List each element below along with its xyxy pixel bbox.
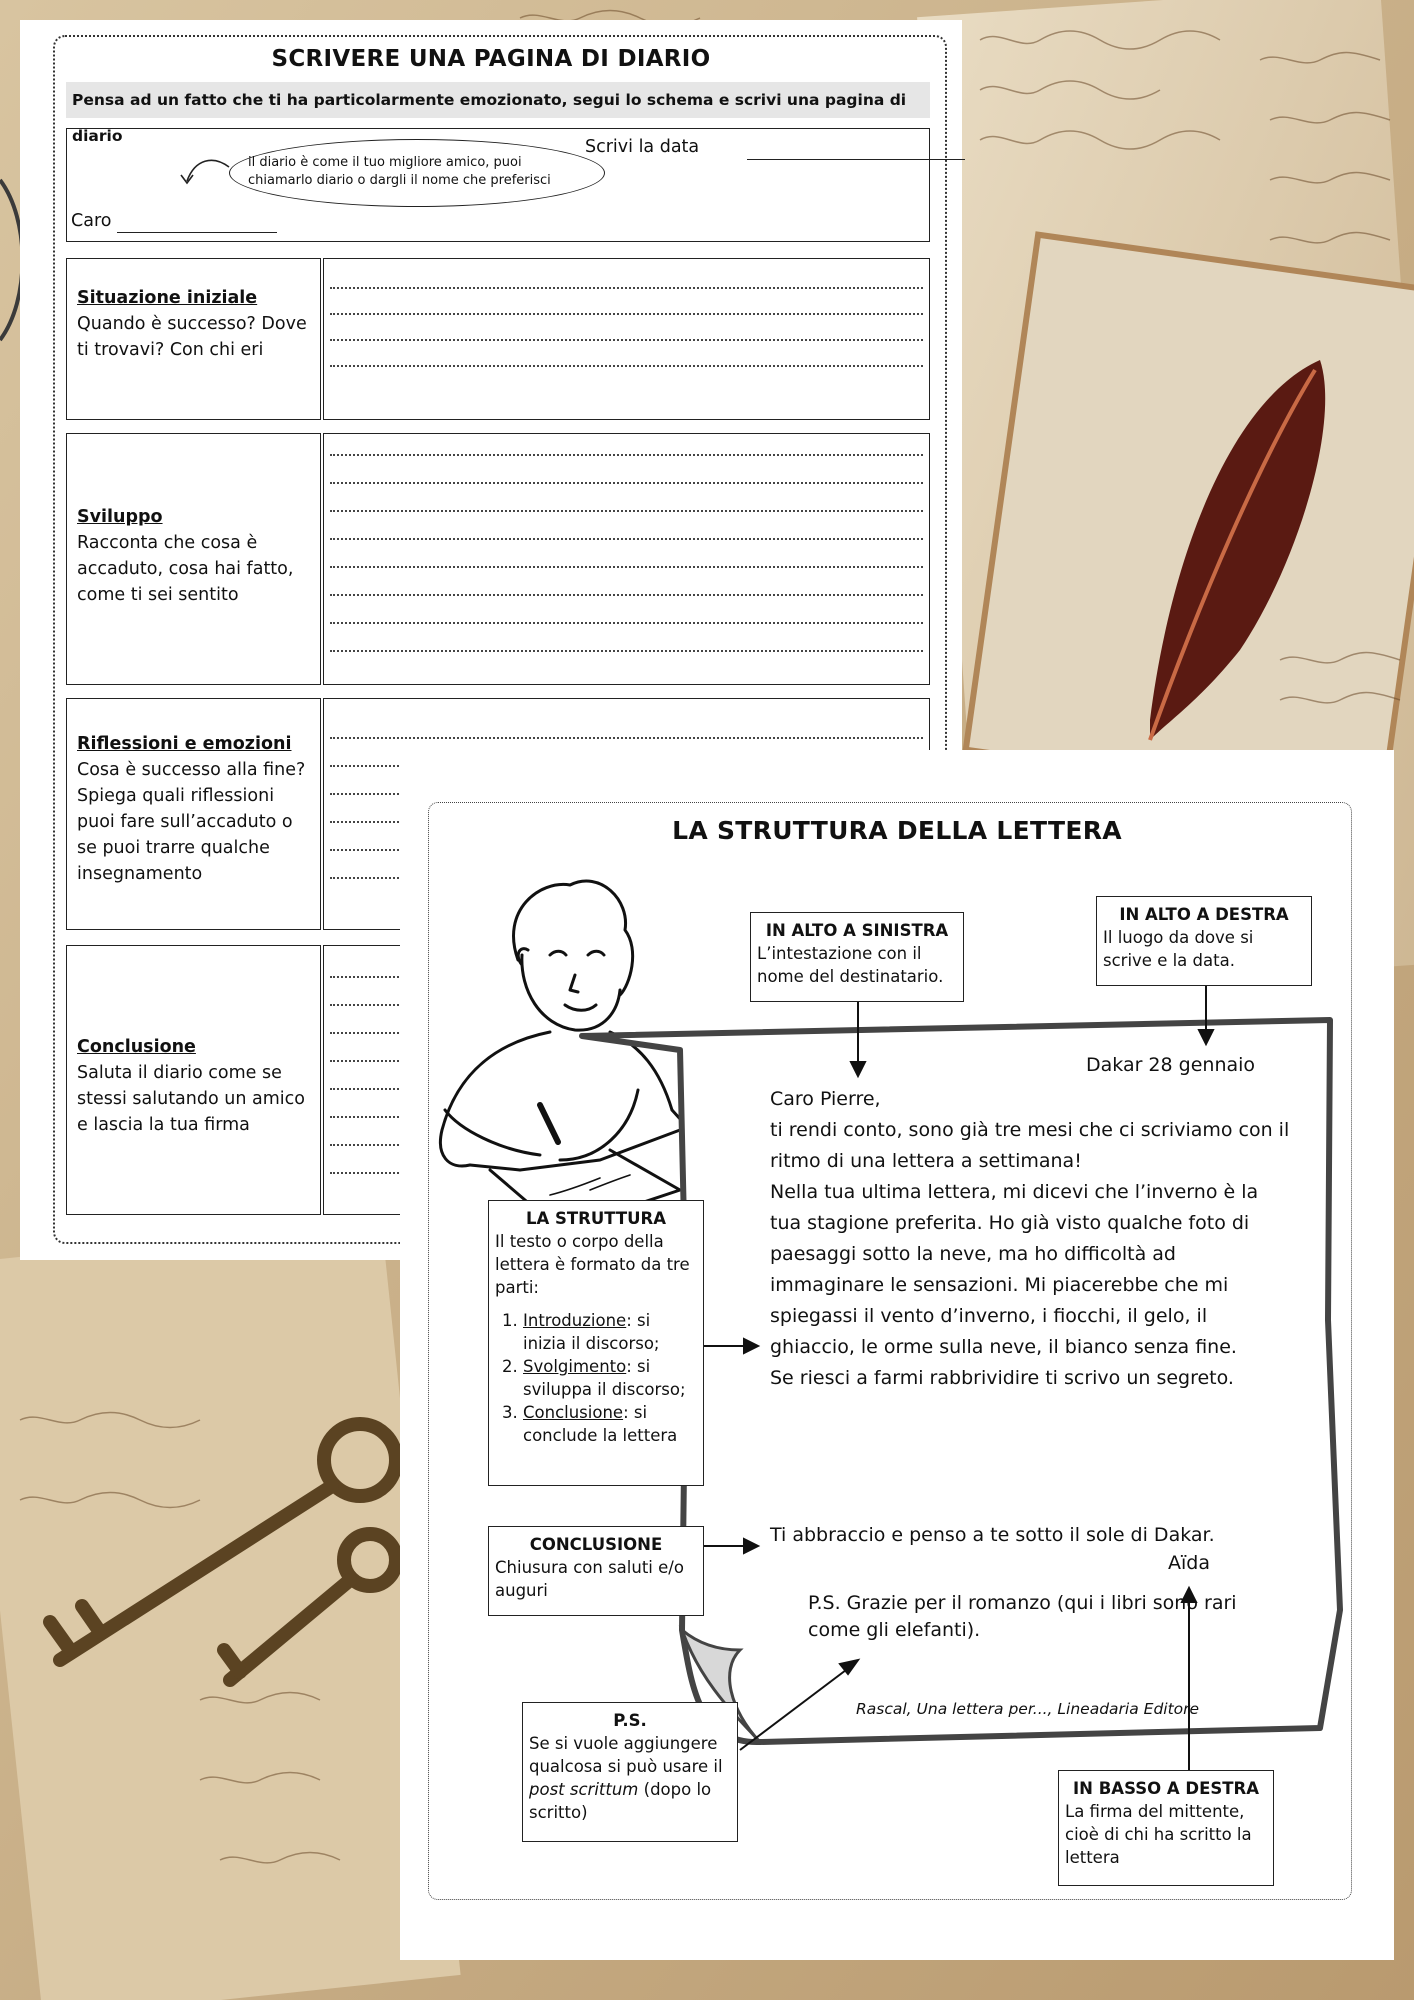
top-left-callout bbox=[750, 912, 964, 1002]
top-right-callout bbox=[1096, 896, 1312, 986]
section-writing-area[interactable] bbox=[323, 258, 930, 420]
letter-paragraph-3: Se riesci a farmi rabbrividire ti scrivo un segreto. bbox=[770, 1367, 1234, 1389]
structure-callout bbox=[488, 1200, 704, 1486]
diary-title: SCRIVERE UNA PAGINA DI DIARIO bbox=[271, 46, 711, 72]
callout-text: Il luogo da dove si scrive e la data. bbox=[1103, 928, 1254, 970]
boy-writing-icon bbox=[410, 881, 690, 1230]
letter-place-date: Dakar 28 gennaio bbox=[1086, 1054, 1256, 1076]
letter-body bbox=[770, 1084, 1290, 1394]
letter-structure-sheet bbox=[400, 750, 1394, 1960]
callout-text: La firma del mittente, cioè di chi ha scritto la lettera bbox=[1065, 1802, 1252, 1867]
greeting-label: Caro bbox=[71, 211, 112, 231]
callout-heading: P.S. bbox=[613, 1711, 647, 1730]
section-label-cell bbox=[66, 945, 321, 1215]
ps-callout bbox=[522, 1702, 738, 1842]
callout-text: Il testo o corpo della lettera è formato da tre parti: bbox=[495, 1232, 690, 1297]
section-label-cell bbox=[66, 258, 321, 420]
curved-arrow-icon bbox=[173, 149, 233, 199]
letter-paragraph-2: Nella tua ultima lettera, mi dicevi che l’inverno è la tua stagione preferita. Ho già visto qualche foto di paesaggi sotto la neve, ma ho difficoltà ad immaginare le sensazioni. Mi piacerebbe che mi spiegassi il vento d’inverno, i fiocchi, il gelo, il ghiaccio, le orme sulla neve, il bianco senza fine. bbox=[770, 1181, 1259, 1358]
section-prompt: Racconta che cosa è accaduto, cosa hai fatto, come ti sei sentito bbox=[77, 533, 294, 605]
greeting-write-line[interactable] bbox=[117, 232, 277, 233]
letter-credit: Rascal, Una lettera per..., Lineadaria Editore bbox=[856, 1700, 1200, 1718]
callout-heading: LA STRUTTURA bbox=[525, 1209, 667, 1228]
list-item: 2. Svolgimento: si sviluppa il discorso; bbox=[523, 1355, 697, 1401]
section-prompt: Saluta il diario come se stessi salutando un amico e lascia la tua firma bbox=[77, 1063, 305, 1135]
section-heading: Conclusione bbox=[77, 1037, 196, 1057]
bottom-right-callout bbox=[1058, 1770, 1274, 1886]
callout-heading: IN ALTO A SINISTRA bbox=[765, 921, 949, 940]
date-write-line[interactable] bbox=[747, 159, 965, 160]
list-item: 3. Conclusione: si conclude la lettera bbox=[523, 1401, 697, 1447]
hint-line-1: il diario è come il tuo migliore amico, puoi bbox=[248, 155, 522, 170]
letter-structure-title: LA STRUTTURA DELLA LETTERA bbox=[672, 816, 1122, 845]
callout-heading: CONCLUSIONE bbox=[529, 1535, 663, 1554]
list-item: 1. Introduzione: si inizia il discorso; bbox=[523, 1309, 697, 1355]
hint-line-2: chiamarlo diario o dargli il nome che preferisci bbox=[248, 173, 551, 188]
diary-hint-bubble bbox=[229, 139, 605, 207]
date-label: Scrivi la data bbox=[585, 137, 700, 157]
section-label-cell bbox=[66, 433, 321, 685]
section-heading: Sviluppo bbox=[77, 507, 163, 527]
callout-text: L’intestazione con il nome del destinatario. bbox=[757, 944, 944, 986]
callout-heading: IN BASSO A DESTRA bbox=[1073, 1779, 1259, 1798]
letter-paragraph-1: ti rendi conto, sono già tre mesi che ci scriviamo con il ritmo di una lettera a settimana! bbox=[770, 1119, 1290, 1172]
structure-parts-list bbox=[495, 1309, 697, 1447]
section-situazione-iniziale bbox=[66, 258, 930, 420]
section-prompt: Cosa è successo alla fine? Spiega quali riflessioni puoi fare sull’accaduto o se puoi trarre qualche insegnamento bbox=[77, 760, 306, 884]
section-label-cell bbox=[66, 698, 321, 930]
section-sviluppo bbox=[66, 433, 930, 685]
callout-heading: IN ALTO A DESTRA bbox=[1119, 905, 1289, 924]
conclusion-callout bbox=[488, 1526, 704, 1616]
callout-text: Se si vuole aggiungere qualcosa si può usare il post scrittum (dopo lo scritto) bbox=[529, 1734, 723, 1822]
letter-ps: P.S. Grazie per il romanzo (qui i libri sono rari come gli elefanti). bbox=[808, 1592, 1237, 1641]
letter-signature: Aïda bbox=[1168, 1552, 1210, 1574]
letter-closing: Ti abbraccio e penso a te sotto il sole di Dakar. bbox=[770, 1524, 1215, 1546]
letter-greeting: Caro Pierre, bbox=[770, 1088, 881, 1110]
section-heading: Riflessioni e emozioni bbox=[77, 734, 292, 754]
diary-subtitle: Pensa ad un fatto che ti ha particolarmente emozionato, segui lo schema e scrivi una pagina di diario bbox=[66, 82, 930, 118]
section-writing-area[interactable] bbox=[323, 433, 930, 685]
section-prompt: Quando è successo? Dove ti trovavi? Con chi eri bbox=[77, 314, 307, 360]
callout-text: Chiusura con saluti e/o auguri bbox=[495, 1558, 684, 1600]
diary-header-box bbox=[66, 128, 930, 242]
section-heading: Situazione iniziale bbox=[77, 288, 258, 308]
